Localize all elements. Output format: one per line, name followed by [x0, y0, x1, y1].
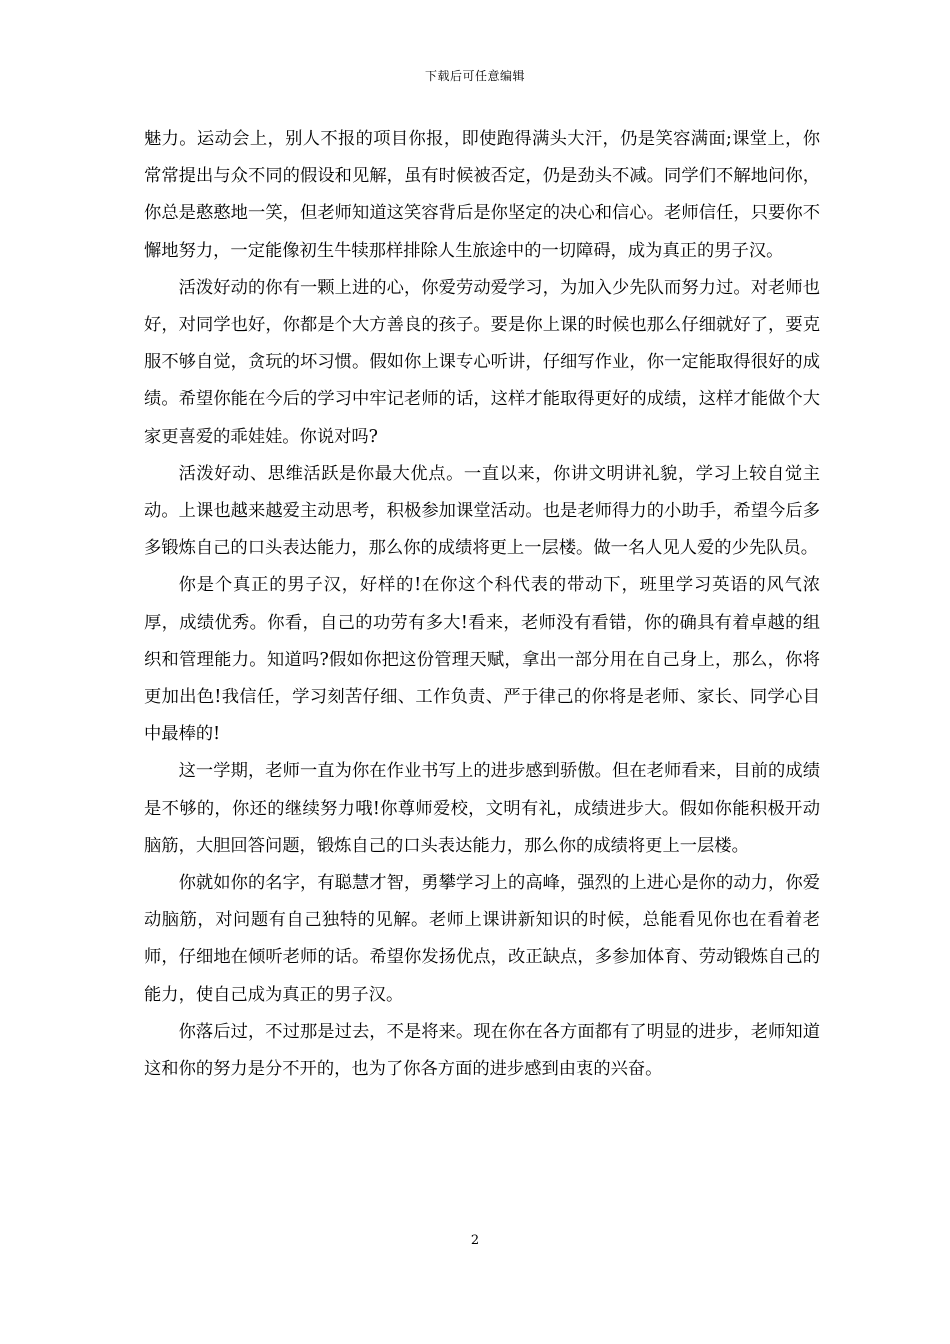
paragraph-6: 你就如你的名字，有聪慧才智，勇攀学习上的高峰，强烈的上进心是你的动力，你爱动脑筋，对问题有自己独特的见解。老师上课讲新知识的时候，总能看见你也在看着老师，仔细地在倾听老师的话。希望你发扬优点，改正缺点，多参加体育、劳动锻炼自己的能力，使自己成为真正的男子汉。: [144, 873, 820, 1005]
paragraph-3: 活泼好动、思维活跃是你最大优点。一直以来，你讲文明讲礼貌，学习上较自觉主动。上课也越来越爱主动思考，积极参加课堂活动。也是老师得力的小助手，希望今后多多锻炼自己的口头表达能力，那么你的成绩将更上一层楼。做一名人见人爱的少先队员。: [144, 463, 820, 559]
page-number: 2: [470, 1233, 480, 1248]
page-header: 下载后可任意编辑: [424, 69, 525, 83]
paragraph-2: 活泼好动的你有一颗上进的心，你爱劳动爱学习，为加入少先队而努力过。对老师也好，对同学也好，你都是个大方善良的孩子。要是你上课的时候也那么仔细就好了，要克服不够自觉，贪玩的坏习惯。假如你上课专心听讲，仔细写作业，你一定能取得很好的成绩。希望你能在今后的学习中牢记老师的话，这样才能取得更好的成绩，这样才能做个大家更喜爱的乖娃娃。你说对吗?: [144, 277, 820, 447]
paragraph-5: 这一学期，老师一直为你在作业书写上的进步感到骄傲。但在老师看来，目前的成绩是不够的，你还的继续努力哦!你尊师爱校，文明有礼，成绩进步大。假如你能积极开动脑筋，大胆回答问题，锻炼自己的口头表达能力，那么你的成绩将更上一层楼。: [144, 761, 820, 856]
document-body: [144, 121, 820, 1088]
paragraph-1: 魅力。运动会上，别人不报的项目你报，即使跑得满头大汗，仍是笑容满面;课堂上，你常常提出与众不同的假设和见解，虽有时候被否定，仍是劲头不减。同学们不解地问你，你总是憨憨地一笑，但老师知道这笑容背后是你坚定的决心和信心。老师信任，只要你不懈地努力，一定能像初生牛犊那样排除人生旅途中的一切障碍，成为真正的男子汉。: [144, 129, 820, 261]
paragraph-4: 你是个真正的男子汉，好样的!在你这个科代表的带动下，班里学习英语的风气浓厚，成绩优秀。你看，自己的功劳有多大!看来，老师没有看错，你的确具有着卓越的组织和管理能力。知道吗?假如你把这份管理天赋，拿出一部分用在自己身上，那么，你将更加出色!我信任，学习刻苦仔细、工作负责、严于律己的你将是老师、家长、同学心目中最棒的!: [144, 575, 820, 745]
paragraph-7: 你落后过，不过那是过去，不是将来。现在你在各方面都有了明显的进步，老师知道这和你的努力是分不开的，也为了你各方面的进步感到由衷的兴奋。: [144, 1021, 820, 1080]
